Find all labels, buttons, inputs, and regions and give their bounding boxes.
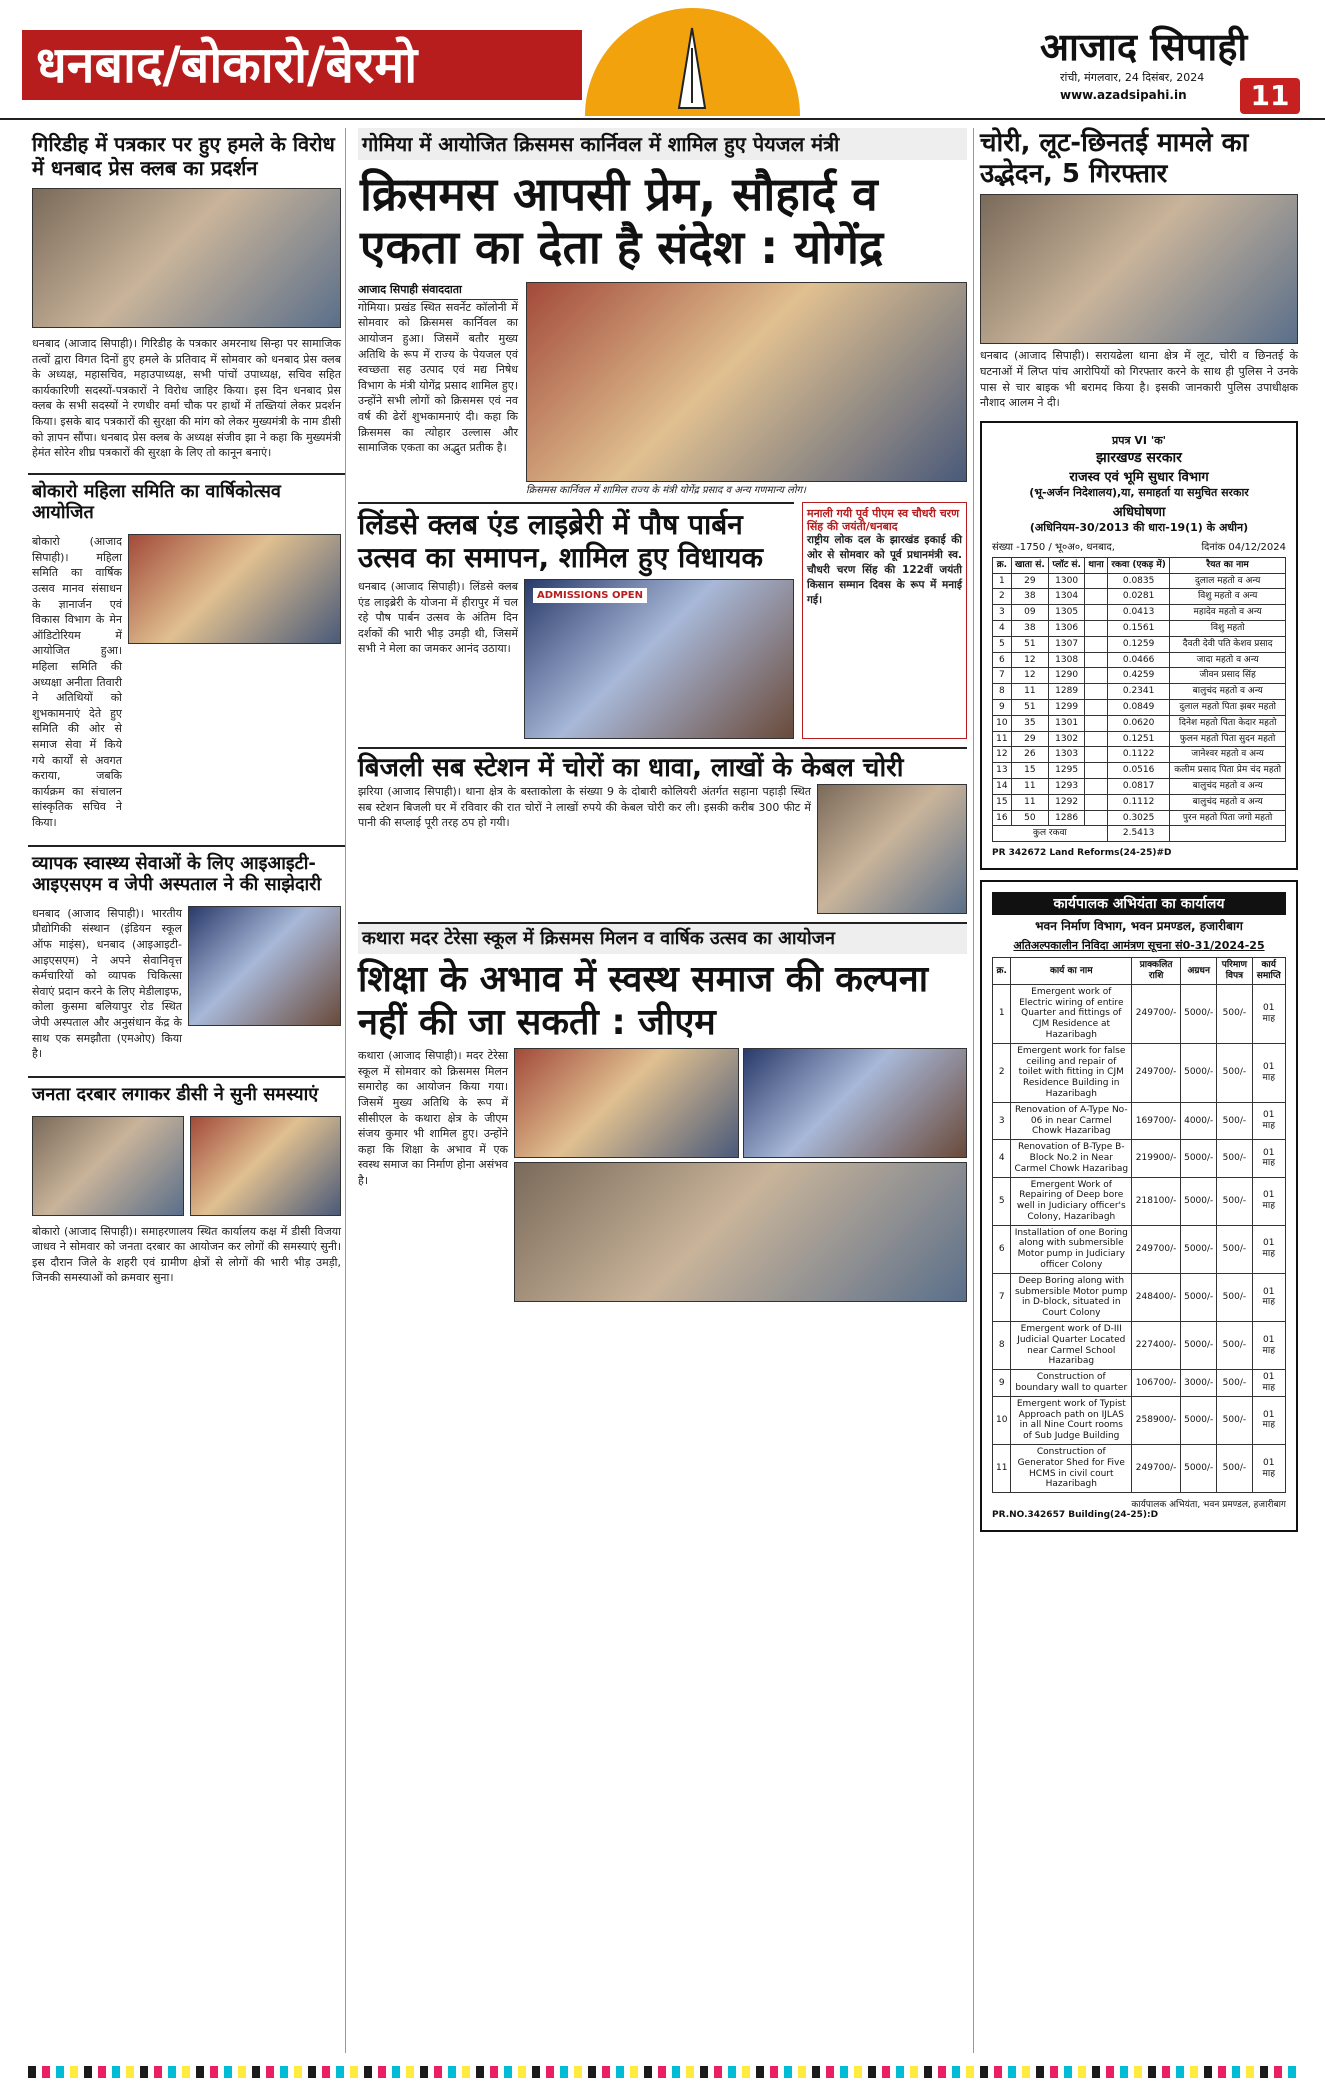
notice-sub: (भू-अर्जन निदेशालय),या, समाहर्ता या समुचित सरकार [1029,485,1249,499]
land-cell: 1300 [1049,573,1085,589]
land-row [993,747,1286,763]
land-column-header: रैयत का नाम [1170,557,1286,573]
photo-school-1 [514,1048,739,1158]
land-cell: 1289 [1049,684,1085,700]
tender-cell: 01 माह [1252,1140,1286,1177]
land-cell: 0.1122 [1107,747,1169,763]
tender-cell: 01 माह [1252,1445,1286,1493]
land-cell: कलीम प्रसाद पिता प्रेम चंद महतो [1170,763,1286,779]
photo-janta-darbar-1 [32,1116,184,1216]
tender-cell: 01 माह [1252,1225,1286,1273]
tender-cell: 1 [993,984,1011,1043]
tender-office: कार्यपालक अभियंता का कार्यालय [992,892,1286,915]
tender-cell: 2 [993,1043,1011,1102]
tender-row [993,1177,1286,1225]
land-cell: 3 [993,605,1012,621]
lead-headline: क्रिसमस आपसी प्रेम, सौहार्द व एकता का देता है संदेश : योगेंद्र [360,167,884,274]
land-cell: 0.0817 [1107,778,1169,794]
tender-cell: 500/- [1217,1445,1252,1493]
tender-cell: 01 माह [1252,1177,1286,1225]
land-cell: 16 [993,810,1012,826]
tender-cell: 5000/- [1181,1396,1217,1444]
tender-cell: Emergent work for false ceiling and repair of toilet with fitting in CJM Residence Building in Hazaribagh [1011,1043,1132,1102]
land-cell: 0.0516 [1107,763,1169,779]
tender-row [993,984,1286,1043]
land-cell: 11 [993,731,1012,747]
land-cell: 15 [993,794,1012,810]
land-cell: महादेव महतो व अन्य [1170,605,1286,621]
land-cell: जादा महतो व अन्य [1170,652,1286,668]
headline-mahila-samiti: बोकारो महिला समिति का वार्षिकोत्सव आयोजित [28,473,345,530]
land-row [993,652,1286,668]
headline-press-club: गिरिडीह में पत्रकार पर हुए हमले के विरोध में धनबाद प्रेस क्लब का प्रदर्शन [32,132,335,180]
kicker-mother-teresa: कथारा मदर टेरेसा स्कूल में क्रिसमस मिलन व वार्षिक उत्सव का आयोजन [358,922,967,954]
land-cell: 12 [1011,652,1048,668]
land-row [993,668,1286,684]
land-cell [1085,573,1108,589]
tender-column-header: अग्रधन [1181,958,1217,985]
tender-column-header: कार्य का नाम [1011,958,1132,985]
land-row [993,684,1286,700]
land-cell: 26 [1011,747,1048,763]
land-cell [1085,731,1108,747]
land-cell: 0.1251 [1107,731,1169,747]
tender-cell: 5000/- [1181,1225,1217,1273]
land-cell [1085,684,1108,700]
tender-column-header: परिमाण विपत्र [1217,958,1252,985]
tender-cell: 219900/- [1132,1140,1181,1177]
land-cell [1085,605,1108,621]
tender-title: अतिअल्पकालीन निविदा आमंत्रण सूचना सं0-31/2024-25 [1013,939,1265,953]
tender-cell: 500/- [1217,984,1252,1043]
tender-row [993,1102,1286,1139]
tender-cell: 5000/- [1181,1273,1217,1321]
article-iit-ism: धनबाद (आजाद सिपाही)। भारतीय प्रौद्योगिकी संस्थान (इंडियन स्कूल ऑफ माइंस), धनबाद (आइआइटी-आइएसएम) ने अपने सेवानिवृत्त कर्मचारियों को व्यापक चिकित्सा सेवाएं प्रदान करने के लिए मेडीलाइफ, कोला कुसमा बलियापुर रोड स्थित जेपी अस्पताल और अनुसंधान केंद्र के साथ एक समझौता (एमओए) किया है। [32,906,182,1061]
land-cell: 0.0281 [1107,589,1169,605]
notice-headline: मनाली गयी पूर्व पीएम स्व चौधरी चरण सिंह की जयंती/धनबाद [807,506,960,533]
land-cell: 1299 [1049,699,1085,715]
tender-cell: 500/- [1217,1225,1252,1273]
tender-cell: 248400/- [1132,1273,1181,1321]
land-row [993,589,1286,605]
tender-cell: 106700/- [1132,1370,1181,1397]
land-cell [1085,778,1108,794]
land-cell: 1308 [1049,652,1085,668]
section-title: धनबाद/बोकारो/बेरमो [36,36,418,94]
tender-cell: 3000/- [1181,1370,1217,1397]
tender-cell: 01 माह [1252,1102,1286,1139]
headline-cable-theft: बिजली सब स्टेशन में चोरों का धावा, लाखों के केबल चोरी [358,747,967,784]
land-cell: 0.0413 [1107,605,1169,621]
notice-title: अधिघोषणा [1112,504,1166,520]
tender-pr: PR.NO.342657 Building(24-25):D [992,1510,1159,1521]
notice-dept: राजस्व एवं भूमि सुधार विभाग [1069,469,1209,485]
land-cell: विशु महतो व अन्य [1170,589,1286,605]
tender-cell: 3 [993,1102,1011,1139]
land-cell: 1301 [1049,715,1085,731]
land-pr: PR 342672 Land Reforms(24-25)#D [992,848,1172,859]
article-mahila-samiti: बोकारो (आजाद सिपाही)। महिला समिति का वार्षिक उत्सव मानव संसाधन के ज्ञानार्जन एवं विकास विभाग के मेन ऑडिटोरियम में आयोजित हुआ। महिला समिति की अध्यक्षा अनीता तिवारी ने अतिथियों को शुभकामनाएं देते हुए समिति की ओर से समाज सेवा में किये गये कार्यों से अवगत कराया, जबकि कार्यक्रम का संचालन सांस्कृतिक सचिव ने किया। [32,535,122,830]
land-cell: दिनेश महतो पिता केदार महतो [1170,715,1286,731]
land-cell: जीवन प्रसाद सिंह [1170,668,1286,684]
land-cell: बालुचंद महतो व अन्य [1170,778,1286,794]
tender-cell: 500/- [1217,1140,1252,1177]
article-lindsay-club: धनबाद (आजाद सिपाही)। लिंडसे क्लब एंड लाइब्रेरी के योजना में हीरापुर में चल रहे पौष पार्बन उत्सव के अंतिम दिन दर्शकों की भारी भीड़ उमड़ी थी, जिसमें सभी ने मेला का जमकर आनंद उठाया। [358,579,518,656]
land-cell: दुलाल महतो पिता झबर महतो [1170,699,1286,715]
land-cell: 29 [1011,731,1048,747]
land-cell [1085,668,1108,684]
land-row [993,731,1286,747]
land-table [992,557,1286,842]
photo-school-3 [514,1162,967,1302]
headline-theft-arrest: चोरी, लूट-छिनतई मामले का उद्भेदन, 5 गिरफ्तार [980,128,1249,190]
land-cell [1085,763,1108,779]
tender-cell: 01 माह [1252,1370,1286,1397]
website[interactable]: www.azadsipahi.in [1060,88,1187,102]
land-row [993,763,1286,779]
tender-row [993,1225,1286,1273]
land-cell: 0.0835 [1107,573,1169,589]
admissions-badge: ADMISSIONS OPEN [533,588,647,603]
tender-cell: 5000/- [1181,1140,1217,1177]
land-row [993,810,1286,826]
notice-ref: संख्या -1750 / भू०अ०, धनबाद, [992,541,1115,553]
land-cell: 14 [993,778,1012,794]
land-cell: पुरन महतो पिता जगो महतो [1170,810,1286,826]
land-cell: 50 [1011,810,1048,826]
land-cell [1085,589,1108,605]
issue-date: रांची, मंगलवार, 24 दिसंबर, 2024 [1060,71,1205,84]
tender-row [993,1140,1286,1177]
tender-cell: 4 [993,1140,1011,1177]
land-cell [1085,636,1108,652]
headline-iit-ism: व्यापक स्वास्थ्य सेवाओं के लिए आइआइटी-आइएसएम व जेपी अस्पताल ने की साझेदारी [28,845,345,902]
land-column-header: थाना [1085,557,1108,573]
tender-row [993,1396,1286,1444]
newspaper-name: आजाद सिपाही [1040,24,1248,69]
land-cell: 1293 [1049,778,1085,794]
land-cell: जानेश्वर महतो व अन्य [1170,747,1286,763]
tender-cell: 01 माह [1252,1396,1286,1444]
article-janta-darbar: बोकारो (आजाद सिपाही)। समाहरणालय स्थित कार्यालय कक्ष में डीसी विजया जाधव ने सोमवार को जनता दरबार का आयोजन कर लोगों की समस्याएं सुनी। इस दौरान जिले के शहरी एवं ग्रामीण क्षेत्रों से लोगों की भारी भीड़ उमड़ी, जिनकी समस्याओं को क्रमवार सुना। [32,1224,341,1285]
tender-cell: 01 माह [1252,1043,1286,1102]
tender-cell: 5000/- [1181,984,1217,1043]
land-cell: 4 [993,621,1012,637]
tender-cell: 5 [993,1177,1011,1225]
land-cell: 6 [993,652,1012,668]
tender-cell: Construction of Generator Shed for Five HCMS in civil court Hazaribagh [1011,1445,1132,1493]
tender-column-header: क्र. [993,958,1011,985]
land-cell [1085,652,1108,668]
land-cell: 1286 [1049,810,1085,826]
land-cell: 10 [993,715,1012,731]
land-notice [980,421,1298,870]
tender-cell: 218100/- [1132,1177,1181,1225]
tender-cell: 01 माह [1252,1273,1286,1321]
tender-cell: 5000/- [1181,1322,1217,1370]
land-row [993,699,1286,715]
land-cell: 29 [1011,573,1048,589]
notice-govt: झारखण्ड सरकार [1096,449,1182,466]
land-cell: 1 [993,573,1012,589]
tender-cell: 500/- [1217,1177,1252,1225]
land-column-header: प्लॉट सं. [1049,557,1085,573]
byline: आजाद सिपाही संवाददाता [358,282,518,300]
color-registration-bar [28,2066,1298,2078]
land-cell: 0.1112 [1107,794,1169,810]
right-column [980,128,1298,2053]
land-cell: दुलाल महतो व अन्य [1170,573,1286,589]
tender-column-header: प्राक्कलित राशि [1132,958,1181,985]
land-cell [1085,794,1108,810]
tender-cell: 249700/- [1132,1043,1181,1102]
land-row [993,605,1286,621]
land-cell: 0.2341 [1107,684,1169,700]
tender-cell: Emergent work of Typist Approach path on IJLAS in all Nine Court rooms of Sub Judge Building [1011,1396,1132,1444]
photo-iit-ism [188,906,341,1026]
tender-cell: Renovation of A-Type No-06 in near Carmel Chowk Hazaribag [1011,1102,1132,1139]
land-cell: बालुचंद महतो व अन्य [1170,684,1286,700]
headline-janta-darbar: जनता दरबार लगाकर डीसी ने सुनी समस्याएं [28,1076,345,1112]
photo-school-2 [743,1048,968,1158]
tender-cell: 9 [993,1370,1011,1397]
land-cell [1085,699,1108,715]
tender-cell: Construction of boundary wall to quarter [1011,1370,1132,1397]
tender-cell: 500/- [1217,1322,1252,1370]
tender-cell: 249700/- [1132,984,1181,1043]
land-cell: 38 [1011,621,1048,637]
headline-education: शिक्षा के अभाव में स्वस्थ समाज की कल्पना नहीं की जा सकती : जीएम [358,958,929,1043]
land-column-header: क्र. [993,557,1012,573]
notice-body: राष्ट्रीय लोक दल के झारखंड इकाई की ओर से सोमवार को पूर्व प्रधानमंत्री स्व. चौधरी चरण सिंह की 122वीं जयंती किसान सम्मान दिवस के रूप में मनाई गई। [807,534,962,606]
total-label: कुल रकवा [993,826,1108,842]
tender-cell: 5000/- [1181,1445,1217,1493]
headline-lindsay-club: लिंडसे क्लब एंड लाइब्रेरी में पौष पार्बन उत्सव का समापन, शामिल हुए विधायक [358,507,764,575]
land-cell: 1302 [1049,731,1085,747]
land-cell [1085,621,1108,637]
tender-cell: 8 [993,1322,1011,1370]
land-row [993,794,1286,810]
tender-row [993,1322,1286,1370]
photo-substation [817,784,967,914]
section-banner [22,30,582,100]
tender-cell: 5000/- [1181,1043,1217,1102]
land-cell: 11 [1011,794,1048,810]
tender-cell: Deep Boring along with submersible Motor pump in D-block, situated in Court Colony [1011,1273,1132,1321]
land-cell: 11 [1011,684,1048,700]
land-cell: दैवती देवी पति केशव प्रसाद [1170,636,1286,652]
land-cell: 0.0849 [1107,699,1169,715]
tender-signoff: कार्यपालक अभियंता, भवन प्रमण्डल, हजारीबाग [1131,1500,1286,1511]
land-cell: 1304 [1049,589,1085,605]
lead-caption: क्रिसमस कार्निवल में शामिल राज्य के मंत्री योगेंद्र प्रसाद व अन्य गणमान्य लोग। [526,484,806,496]
tender-cell: 249700/- [1132,1225,1181,1273]
land-cell [1085,810,1108,826]
land-cell: 8 [993,684,1012,700]
tender-cell: 500/- [1217,1102,1252,1139]
land-cell: 0.0620 [1107,715,1169,731]
tender-cell: 5000/- [1181,1177,1217,1225]
photo-lindsay-club [524,579,794,739]
tender-cell: 500/- [1217,1396,1252,1444]
tender-table [992,957,1286,1493]
sun-logo-icon [585,8,800,116]
land-cell: बालुचंद महतो व अन्य [1170,794,1286,810]
tender-cell: 500/- [1217,1370,1252,1397]
land-cell: 9 [993,699,1012,715]
building-tender [980,880,1298,1532]
land-cell: 35 [1011,715,1048,731]
tender-cell: Emergent Work of Repairing of Deep bore well in Judiciary officer's Colony, Hazaribagh [1011,1177,1132,1225]
left-column [28,128,346,2053]
tender-cell: 4000/- [1181,1102,1217,1139]
tender-row [993,1445,1286,1493]
notice-act: (अधिनियम-30/2013 की धारा-19(1) के अधीन) [1029,520,1249,534]
land-cell: 0.3025 [1107,810,1169,826]
tender-row [993,1370,1286,1397]
kicker-christmas: गोमिया में आयोजित क्रिसमस कार्निवल में शामिल हुए पेयजल मंत्री [358,128,967,160]
tender-cell: 169700/- [1132,1102,1181,1139]
tender-column-header: कार्य समाप्ति [1252,958,1286,985]
land-cell: 51 [1011,636,1048,652]
land-cell: 1292 [1049,794,1085,810]
land-cell: 13 [993,763,1012,779]
tender-cell: Renovation of B-Type B-Block No.2 in Near Carmel Chowk Hazaribag [1011,1140,1132,1177]
land-cell: 51 [1011,699,1048,715]
land-cell: 1303 [1049,747,1085,763]
land-cell: 15 [1011,763,1048,779]
land-cell: 0.1561 [1107,621,1169,637]
land-row [993,778,1286,794]
photo-arrested [980,194,1298,344]
land-cell: 0.0466 [1107,652,1169,668]
center-column [352,128,974,2053]
land-row [993,715,1286,731]
land-cell: 12 [993,747,1012,763]
land-cell: 1305 [1049,605,1085,621]
tender-row [993,1043,1286,1102]
notice-date: दिनांक 04/12/2024 [1201,541,1286,553]
tender-row [993,1273,1286,1321]
tender-cell: 01 माह [1252,1322,1286,1370]
photo-christmas-carnival [526,282,967,482]
tender-cell: Installation of one Boring along with submersible Motor pump in Judiciary officer Colony [1011,1225,1132,1273]
tender-cell: 227400/- [1132,1322,1181,1370]
land-cell: 12 [1011,668,1048,684]
land-cell: 1290 [1049,668,1085,684]
total-value: 2.5413 [1107,826,1169,842]
tender-cell: Emergent work of Electric wiring of entire Quarter and fittings of CJM Residence at Hazaribagh [1011,984,1132,1043]
article-cable-theft: झरिया (आजाद सिपाही)। थाना क्षेत्र के बस्ताकोला के संख्या 9 के दोबारी कोलियरी अंतर्गत सहाना पहाड़ी स्थित सब स्टेशन बिजली घर में रविवार की रात चोरों ने लाखों रुपये की केबल चोरी कर ली। इसकी करीब 300 फीट में पानी की सप्लाई पूरी तरह ठप हो गयी। [358,785,811,830]
article-theft-arrest: धनबाद (आजाद सिपाही)। सरायढेला थाना क्षेत्र में लूट, चोरी व छिनतई के घटनाओं में लिप्त पांच आरोपियों को गिरफ्तार करने के साथ ही पुलिस ने उनके पास से चार बाइक भी बरामद किया है। इसकी जानकारी पुलिस उपाधीक्षक नौशाद आलम ने दी। [980,349,1298,410]
land-cell: 7 [993,668,1012,684]
article-press-club: धनबाद (आजाद सिपाही)। गिरिडीह के पत्रकार अमरनाथ सिन्हा पर सामाजिक तत्वों द्वारा विगत दिनों हुए हमले के प्रतिवाद में सोमवार को धनबाद प्रेस क्लब के अध्यक्ष, महासचिव, महाउपाध्यक्ष, सभी पांचों उपाध्यक्ष, सचिव सहित कार्यकारिणी सदस्यों-पत्रकारों ने विरोध जाहिर किया। इस दिन धनबाद प्रेस क्लब के सभी सदस्यों ने रणधीर वर्मा चौक पर हाथों में तख्तियां लेकर प्रदर्शन किया। इसके बाद पत्रकारों की सुरक्षा की मांग को लेकर मुख्यमंत्री के नाम डीसी को ज्ञापन सौंपा। धनबाद प्रेस क्लब के अध्यक्ष संजीव झा ने कहा कि मुख्यमंत्री हेमंत सोरेन शीघ्र पत्रकारों की सुरक्षा के लिए तो कानून बनाएं। [32,337,341,460]
land-column-header: खाता सं. [1011,557,1048,573]
page-number: 11 [1240,78,1300,114]
land-cell: 38 [1011,589,1048,605]
land-row [993,636,1286,652]
article-education: कथारा (आजाद सिपाही)। मदर टेरेसा स्कूल में सोमवार को क्रिसमस मिलन समारोह का आयोजन किया गया। जिसमें मुख्य अतिथि के रूप में सीसीएल के कथारा क्षेत्र के जीएम संजय कुमार भी शामिल हुए। उन्होंने कहा कि शिक्षा के अभाव में एक स्वस्थ समाज का निर्माण होना असंभव है। [358,1049,508,1187]
land-cell: विशु महतो [1170,621,1286,637]
tender-cell: 258900/- [1132,1396,1181,1444]
land-cell: 1295 [1049,763,1085,779]
tender-cell: 249700/- [1132,1445,1181,1493]
tender-cell: 7 [993,1273,1011,1321]
notice-form: प्रपत्र VI 'क' [1111,433,1167,447]
land-cell [1085,715,1108,731]
land-cell: फुलन महतो पिता सुदन महतो [1170,731,1286,747]
lead-article: गोमिया। प्रखंड स्थित सवर्नेट कॉलोनी में सोमवार को क्रिसमस कार्निवल का आयोजन हुआ। जिसमें बतौर मुख्य अतिथि के रूप में राज्य के पेयजल एवं स्वच्छता सह उत्पाद एवं मद्य निषेध विभाग के मंत्री योगेंद्र प्रसाद शामिल हुए। उन्होंने सभी लोगों को क्रिसमस एवं नव वर्ष की ढेरों शुभकामनाएं दी। कहा कि क्रिसमस का त्योहार उल्लास और सामाजिक एकता का अद्भुत प्रतीक है। [358,300,518,455]
land-cell: 09 [1011,605,1048,621]
photo-janta-darbar-2 [190,1116,342,1216]
tender-cell: 500/- [1217,1273,1252,1321]
photo-press-club-protest [32,188,341,328]
land-cell: 1306 [1049,621,1085,637]
land-cell: 2 [993,589,1012,605]
land-cell: 0.4259 [1107,668,1169,684]
land-row [993,621,1286,637]
tender-cell: 01 माह [1252,984,1286,1043]
tender-cell: 500/- [1217,1043,1252,1102]
land-row [993,573,1286,589]
tender-cell: 11 [993,1445,1011,1493]
land-cell [1085,747,1108,763]
land-cell: 1307 [1049,636,1085,652]
tender-cell: 10 [993,1396,1011,1444]
land-column-header: रकवा (एकड़ में) [1107,557,1169,573]
tender-cell: 6 [993,1225,1011,1273]
photo-mahila-samiti [128,534,341,644]
tender-cell: Emergent work of D-III Judicial Quarter Located near Carmel School Hazaribag [1011,1322,1132,1370]
tender-dept: भवन निर्माण विभाग, भवन प्रमण्डल, हजारीबाग [1035,919,1243,934]
land-cell: 5 [993,636,1012,652]
land-cell: 0.1259 [1107,636,1169,652]
masthead [0,0,1325,120]
land-cell: 11 [1011,778,1048,794]
